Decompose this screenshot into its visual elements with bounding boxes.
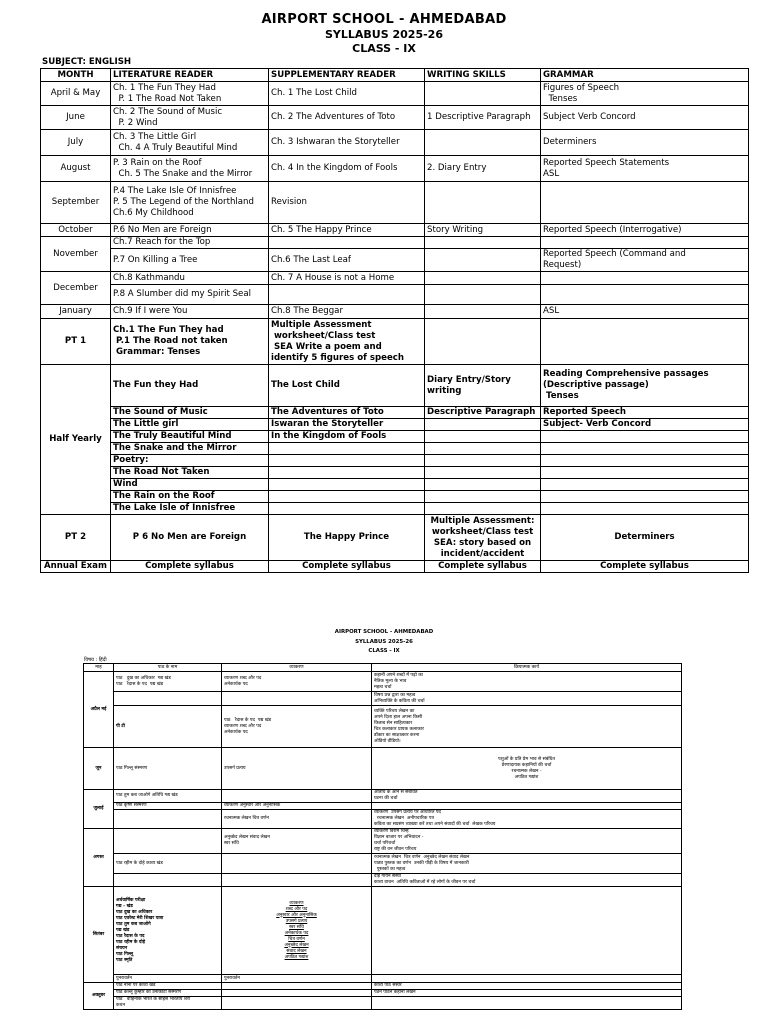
writing-cell	[425, 491, 541, 503]
grammar-cell	[541, 182, 749, 224]
hindi-list-item: पाठ एवरेस्ट मेरी शिखर यात्रा	[116, 915, 164, 921]
writing-cell	[425, 443, 541, 455]
grammar-cell	[541, 443, 749, 455]
grammar-cell	[541, 467, 749, 479]
grammar-cell	[541, 431, 749, 443]
grammar-cell: Figures of Speech Tenses	[541, 82, 749, 106]
hindi-lesson-cell: पुनरावर्तन	[114, 975, 222, 983]
hindi-lesson-cell: पी टी	[114, 706, 222, 748]
grammar-cell	[541, 319, 749, 365]
hindi-month-cell: सितंबर	[84, 887, 114, 983]
table-row	[41, 561, 749, 573]
supplementary-cell	[269, 503, 425, 515]
supplementary-cell: Multiple Assessment worksheet/Class test SEA Write a poem and identify 5 figures of speech	[269, 319, 425, 365]
hindi-class-label: CLASS - IX	[368, 648, 400, 654]
table-row	[84, 803, 682, 810]
writing-cell	[425, 285, 541, 305]
table-row	[84, 790, 682, 803]
literature-cell: P.6 No Men are Foreign	[111, 224, 269, 237]
header-grammar: GRAMMAR	[541, 69, 749, 82]
hindi-list-item: अनेकार्थक पद	[284, 930, 309, 936]
month-cell: August	[41, 156, 111, 182]
hindi-activity-cell	[372, 803, 682, 810]
table-row	[84, 692, 682, 706]
hindi-lesson-cell	[114, 829, 222, 854]
table-row	[41, 503, 749, 515]
literature-cell: Ch.9 If I were You	[111, 305, 269, 319]
literature-cell: P.7 On Killing a Tree	[111, 249, 269, 272]
supplementary-cell: Ch. 3 Ishwaran the Storyteller	[269, 130, 425, 156]
grammar-cell: Reported Speech Statements ASL	[541, 156, 749, 182]
table-row	[41, 431, 749, 443]
table-row	[84, 874, 682, 887]
table-row	[84, 854, 682, 874]
hindi-activity-cell	[372, 975, 682, 983]
hindi-list-item: पाठ तुम कब जाओगे	[116, 921, 151, 927]
table-row	[84, 990, 682, 997]
hindi-list-item: उपसर्ग प्रत्यय	[285, 918, 308, 924]
month-cell: November	[41, 237, 111, 272]
writing-cell	[425, 431, 541, 443]
supplementary-cell	[269, 285, 425, 305]
writing-cell	[425, 305, 541, 319]
hindi-list-item: अपठित गद्यांश	[284, 954, 309, 960]
literature-cell: P.4 The Lake Isle Of Innisfree P. 5 The Legend of the Northland Ch.6 My Childhood	[111, 182, 269, 224]
supplementary-cell	[269, 443, 425, 455]
literature-cell: P. 3 Rain on the Roof Ch. 5 The Snake and the Mirror	[111, 156, 269, 182]
month-cell: April & May	[41, 82, 111, 106]
hindi-activity-cell	[372, 997, 682, 1010]
hindi-grammar-cell	[222, 997, 372, 1010]
writing-cell	[425, 182, 541, 224]
hindi-lesson-cell: पाठ कृष्ण संस्मरण	[114, 803, 222, 810]
supplementary-cell	[269, 479, 425, 491]
hindi-header-lessons: पाठ के नाम	[114, 664, 222, 672]
hindi-lesson-cell: पाठ दुख का अधिकार गद्य खंड पाठ रैदास के पद पद्य खंड	[114, 672, 222, 692]
literature-cell: The Road Not Taken	[111, 467, 269, 479]
writing-cell: Diary Entry/Story writing	[425, 365, 541, 407]
hindi-grammar-cell	[222, 790, 372, 803]
table-row	[41, 130, 749, 156]
hindi-list-item: संवाद लेखन	[286, 948, 307, 954]
writing-cell	[425, 455, 541, 467]
supplementary-cell: The Happy Prince	[269, 515, 425, 561]
table-row	[41, 82, 749, 106]
grammar-cell	[541, 479, 749, 491]
month-cell: September	[41, 182, 111, 224]
hindi-lesson-cell	[114, 810, 222, 829]
hindi-lesson-cell: पाठ रहीम के दोहे काव्य खंड	[114, 854, 222, 874]
hindi-list-item: अर्धवार्षिक परीक्षा	[116, 897, 146, 903]
hindi-grammar-cell	[222, 874, 372, 887]
writing-cell: Complete syllabus	[425, 561, 541, 573]
hindi-month-cell: अगस्त	[84, 829, 114, 887]
supplementary-cell: Ch. 2 The Adventures of Toto	[269, 106, 425, 130]
writing-cell	[425, 319, 541, 365]
hindi-activity-cell: पशुओं के प्रति प्रेम भाव से संबंधित प्रेरणादायक कहानियों की चर्चा रचनात्मक लेखन - अपठित गद्यांश	[372, 748, 682, 790]
grammar-cell	[541, 237, 749, 249]
table-row	[41, 272, 749, 285]
supplementary-cell: Ch. 5 The Happy Prince	[269, 224, 425, 237]
grammar-cell	[541, 455, 749, 467]
table-row	[41, 156, 749, 182]
hindi-header-activity: क्रियात्मक कार्य	[372, 664, 682, 672]
hindi-grammar-cell: व्याकरण शब्द और पद अनेकार्थक पद	[222, 672, 372, 692]
hindi-list-item: संचयन	[116, 945, 128, 951]
hindi-grammar-cell: व्याकरण अनुस्वार और अनुनासिक	[222, 803, 372, 810]
month-cell: PT 1	[41, 319, 111, 365]
table-row	[41, 305, 749, 319]
table-row	[84, 672, 682, 692]
grammar-cell: Reported Speech (Command and Request)	[541, 249, 749, 272]
grammar-cell: Reported Speech (Interrogative)	[541, 224, 749, 237]
table-row	[41, 443, 749, 455]
table-row	[41, 365, 749, 407]
hindi-lesson-cell	[114, 692, 222, 706]
table-row	[84, 997, 682, 1010]
hindi-list-item: चित्र वर्णन	[288, 936, 305, 942]
hindi-activity-cell: काव्य पाठ सस्वर	[372, 983, 682, 990]
month-cell: PT 2	[41, 515, 111, 561]
hindi-month-cell: अप्रैल मई	[84, 672, 114, 748]
supplementary-cell: Ch.8 The Beggar	[269, 305, 425, 319]
table-row	[84, 706, 682, 748]
month-cell: June	[41, 106, 111, 130]
writing-cell	[425, 272, 541, 285]
literature-cell: The Sound of Music	[111, 407, 269, 419]
literature-cell: The Little girl	[111, 419, 269, 431]
hindi-list-item: पाठ रैदास के पद	[116, 933, 145, 939]
table-row	[84, 975, 682, 983]
table-row	[84, 829, 682, 854]
table-row	[84, 887, 682, 975]
table-row	[41, 224, 749, 237]
table-row	[41, 106, 749, 130]
month-cell: Half Yearly	[41, 365, 111, 515]
literature-cell: P 6 No Men are Foreign	[111, 515, 269, 561]
literature-cell: The Snake and the Mirror	[111, 443, 269, 455]
literature-cell: P.8 A Slumber did my Spirit Seal	[111, 285, 269, 305]
hindi-header-grammar: व्याकरण	[222, 664, 372, 672]
writing-cell	[425, 82, 541, 106]
hindi-activity-cell: रचनात्मक लेखन चित्र वर्णन अनुच्छेद लेखन संवाद लेखन पाठ्य पुस्तक का वर्णन उनकी पीड़ी के विषय में जानकारी पुस्तकों का महत्व	[372, 854, 682, 874]
grammar-cell: ASL	[541, 305, 749, 319]
header-writing: WRITING SKILLS	[425, 69, 541, 82]
hindi-subject-label: विषय : हिंदी	[84, 657, 107, 663]
hindi-activity-cell	[372, 887, 682, 975]
writing-cell: 2. Diary Entry	[425, 156, 541, 182]
english-syllabus-table	[40, 68, 749, 573]
hindi-activity-cell: पठन पाठन कहानी लेखन	[372, 990, 682, 997]
hindi-list-item: गद्य - खंड	[116, 903, 133, 909]
hindi-list-item: अनुच्छेद लेखन	[284, 942, 309, 948]
grammar-cell: Reading Comprehensive passages (Descriptive passage) Tenses	[541, 365, 749, 407]
supplementary-cell: Ch. 1 The Lost Child	[269, 82, 425, 106]
table-row	[41, 319, 749, 365]
header-supplementary: SUPPLEMENTARY READER	[269, 69, 425, 82]
hindi-lesson-cell: पाठ गिल्लू संस्मरण	[114, 748, 222, 790]
literature-cell: Ch.8 Kathmandu	[111, 272, 269, 285]
supplementary-cell: Ch.6 The Last Leaf	[269, 249, 425, 272]
month-cell: December	[41, 272, 111, 305]
grammar-cell: Determiners	[541, 130, 749, 156]
literature-cell: Poetry:	[111, 455, 269, 467]
hindi-grammar-cell	[222, 887, 372, 975]
writing-cell	[425, 467, 541, 479]
supplementary-cell	[269, 455, 425, 467]
month-cell: Annual Exam	[41, 561, 111, 573]
hindi-lesson-cell: पाठ कल्लू कुम्हार की उनाकोटी संस्मरण	[114, 990, 222, 997]
hindi-school-title: AIRPORT SCHOOL - AHMEDABAD	[334, 629, 434, 635]
grammar-cell: Determiners	[541, 515, 749, 561]
writing-cell	[425, 503, 541, 515]
hindi-list-item: पाठ स्मृति	[116, 957, 133, 963]
grammar-cell: Subject Verb Concord	[541, 106, 749, 130]
hindi-activity-cell: दोहे गायन संस्था काव्य वाचन अतिथि कविताओं में रहे लोगों के जीवन पर चर्चा	[372, 874, 682, 887]
hindi-grammar-cell: अनुच्छेद लेखन संवाद लेखन स्वर संधि	[222, 829, 372, 854]
table-row	[84, 983, 682, 990]
literature-cell: The Rain on the Roof	[111, 491, 269, 503]
hindi-month-cell: अक्तूबर	[84, 983, 114, 1010]
hindi-syllabus-table	[83, 663, 682, 1010]
hindi-activity-cell: कहानी अपने शब्दों में पढ़ो का नैतिक मूल्य के भाव महत्व चर्चा	[372, 672, 682, 692]
header-literature: LITERATURE READER	[111, 69, 269, 82]
supplementary-cell: Revision	[269, 182, 425, 224]
hindi-grammar-cell: उपसर्ग प्रत्यय	[222, 748, 372, 790]
hindi-list-item: शब्द और पद	[285, 906, 308, 912]
hindi-list-item: पाठ दुख का अधिकार	[116, 909, 153, 915]
syllabus-year: SYLLABUS 2025-26	[325, 28, 443, 41]
table-row	[41, 285, 749, 305]
table-row	[41, 419, 749, 431]
hindi-grammar-cell	[222, 692, 372, 706]
hindi-header-row	[84, 664, 682, 672]
hindi-activity-cell: व्याकरण विराम चिन्ह विज्ञान बाजार पर अभिवादन - चर्चा परिचर्चा राष्ट्र की वन जीवन परिचय	[372, 829, 682, 854]
table-row	[41, 182, 749, 224]
hindi-month-cell: जून	[84, 748, 114, 790]
table-row	[41, 467, 749, 479]
table-header-row	[41, 69, 749, 82]
school-title: AIRPORT SCHOOL - AHMEDABAD	[261, 12, 507, 27]
class-label: CLASS - IX	[352, 42, 416, 55]
hindi-month-cell: जुलाई	[84, 790, 114, 829]
hindi-syllabus-year: SYLLABUS 2025-26	[355, 639, 413, 645]
supplementary-cell	[269, 491, 425, 503]
hindi-lesson-cell	[114, 887, 222, 975]
table-row	[41, 491, 749, 503]
supplementary-cell: Complete syllabus	[269, 561, 425, 573]
table-row	[41, 479, 749, 491]
literature-cell: Complete syllabus	[111, 561, 269, 573]
supplementary-cell: In the Kingdom of Fools	[269, 431, 425, 443]
grammar-cell	[541, 272, 749, 285]
supplementary-cell	[269, 237, 425, 249]
hindi-list-item: अनुस्वार और अनुनासिक	[276, 912, 317, 918]
literature-cell: Ch. 3 The Little Girl Ch. 4 A Truly Beautiful Mind	[111, 130, 269, 156]
table-row	[41, 407, 749, 419]
grammar-cell: Subject- Verb Concord	[541, 419, 749, 431]
writing-cell: 1 Descriptive Paragraph	[425, 106, 541, 130]
table-row	[41, 455, 749, 467]
literature-cell: Ch.1 The Fun They had P.1 The Road not taken Grammar: Tenses	[111, 319, 269, 365]
literature-cell: The Lake Isle of Innisfree	[111, 503, 269, 515]
writing-cell	[425, 249, 541, 272]
subject-label: SUBJECT: ENGLISH	[42, 57, 132, 67]
hindi-list-item: व्याकरण	[289, 900, 304, 906]
writing-cell	[425, 237, 541, 249]
table-row	[41, 249, 749, 272]
writing-cell: Multiple Assessment: worksheet/Class test SEA: story based on incident/accident	[425, 515, 541, 561]
hindi-lesson-cell: पाठ नाना पर काव्य खंड	[114, 983, 222, 990]
table-row	[41, 237, 749, 249]
hindi-lesson-cell	[114, 874, 222, 887]
literature-cell: Ch. 2 The Sound of Music P. 2 Wind	[111, 106, 269, 130]
literature-cell: The Truly Beautiful Mind	[111, 431, 269, 443]
hindi-list-item: पाठ गिल्लू	[116, 951, 134, 957]
hindi-grammar-cell: रचनात्मक लेखन चित्र वर्णन	[222, 810, 372, 829]
table-row	[41, 515, 749, 561]
grammar-cell	[541, 285, 749, 305]
hindi-grammar-cell	[222, 983, 372, 990]
supplementary-cell: Iswaran the Storyteller	[269, 419, 425, 431]
literature-cell: Ch. 1 The Fun They Had P. 1 The Road Not Taken	[111, 82, 269, 106]
literature-cell: The Fun they Had	[111, 365, 269, 407]
literature-cell: Wind	[111, 479, 269, 491]
hindi-grammar-cell: पाठ रैदास के पद पद्य खंड व्याकरण शब्द और पद अनेकार्थक पद	[222, 706, 372, 748]
writing-cell: Descriptive Paragraph	[425, 407, 541, 419]
hindi-activity-cell: विषय प्रश्न द्वारा का महत्व अभिव्यक्ति के कविता की चर्चा	[372, 692, 682, 706]
hindi-grammar-cell	[222, 854, 372, 874]
supplementary-cell: The Adventures of Toto	[269, 407, 425, 419]
grammar-cell	[541, 491, 749, 503]
hindi-activity-cell: व्यक्ति परिचय लेखन का अपने दिशा हाल अपना किसी किताब सेन साहित्यकार चित्र कलाकार प्रायक कलाकार डॉक्टर का साक्षात्कार करना ऑडियो वीडियो।	[372, 706, 682, 748]
writing-cell	[425, 479, 541, 491]
month-cell: January	[41, 305, 111, 319]
header-month: MONTH	[41, 69, 111, 82]
month-cell: July	[41, 130, 111, 156]
table-row	[84, 748, 682, 790]
hindi-grammar-cell: पुनरावर्तन	[222, 975, 372, 983]
supplementary-cell	[269, 467, 425, 479]
hindi-list-item: पाठ रहीम के दोहे	[116, 939, 146, 945]
writing-cell	[425, 419, 541, 431]
grammar-cell: Complete syllabus	[541, 561, 749, 573]
hindi-list-item: पद्य खंड	[116, 927, 130, 933]
grammar-cell: Reported Speech	[541, 407, 749, 419]
hindi-header-month: माह	[84, 664, 114, 672]
hindi-activity-cell: अतिथि के आने से संबंधित घटना की चर्चा	[372, 790, 682, 803]
hindi-grammar-cell	[222, 990, 372, 997]
supplementary-cell: The Lost Child	[269, 365, 425, 407]
supplementary-cell: Ch. 4 In the Kingdom of Fools	[269, 156, 425, 182]
hindi-lesson-cell: पाठ वाहिनीक भारत के साहस भारतीय शेरा कथन	[114, 997, 222, 1010]
writing-cell: Story Writing	[425, 224, 541, 237]
table-row	[84, 810, 682, 829]
writing-cell	[425, 130, 541, 156]
hindi-activity-cell: व्याकरण उपसर्ग प्रत्यय पर आधारित पद रचनात्मक लेखन अनौपचारिक पत्र कविता का सप्रसंग व्याख्या करें तथा अपने संवादों की चर्चा लेखक परिचय	[372, 810, 682, 829]
hindi-lesson-cell: पाठ तुम कब जाओगे अतिथि गद्य खंड	[114, 790, 222, 803]
grammar-cell	[541, 503, 749, 515]
supplementary-cell: Ch. 7 A House is not a Home	[269, 272, 425, 285]
month-cell: October	[41, 224, 111, 237]
hindi-list-item: स्वर संधि	[289, 924, 304, 930]
literature-cell: Ch.7 Reach for the Top	[111, 237, 269, 249]
